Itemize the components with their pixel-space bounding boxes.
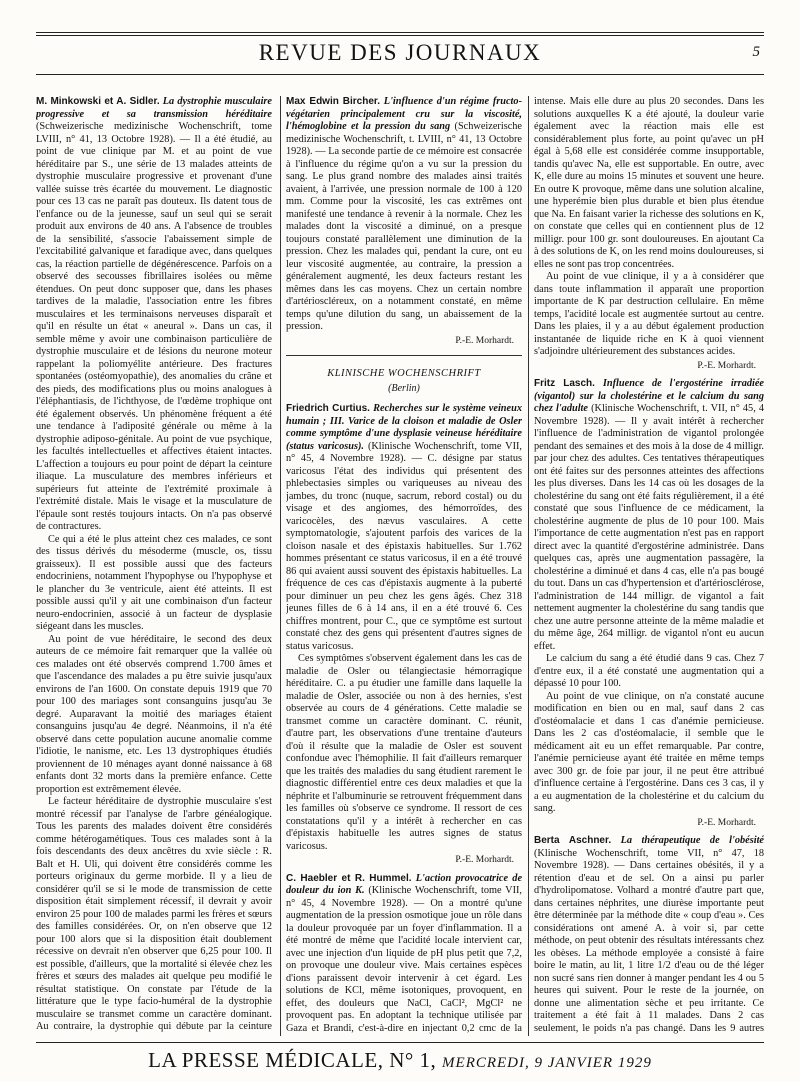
article-paragraph: (Schweizerische medizinische Wochenschrift, t. LVIII, n° 41, 13 Octobre 1928). — La seconde partie de ce mémoire est consacrée à l'influence du régime qu'on a vu sur la pression du sang. Le plus grand nombre des malades ainsi traités avaient, à l'arrivée, une pression normale de 100 à 120 mm. Comme pour la viscosité, les cas extrêmes ont manifesté une tendance à revenir à la normale. Chez les malades dont la viscosité a diminué, on a presque toujours constaté parallèlement une diminution de la pression. Chez les malades qui, pendant la cure, ont eu leur viscosité augmentée, au contraire, la pression a généralement augmenté, les deux facteurs restant les mêmes dans les cas moyens. Chez un certain nombre d'artérioscléreux, on a notamment constaté, en même temps qu'une dilution du sang, un abaissement de la pression.: [286, 121, 522, 332]
footer-rule: [36, 1042, 764, 1043]
header-bottom-rule: [36, 74, 764, 75]
article-minkowski: [36, 96, 272, 1034]
column-left: [36, 96, 272, 1034]
article-paragraph: Ces symptômes s'observent également dans les cas de maladie de Osler ou télangiectasie hémorragique héréditaire. C. a pu étudier une famille dans laquelle la maladie de Osler, associée ou non à des hernies, s'est observée au cours de 4 générations. Cette maladie se transmet comme un caractère dominant. C. réunit, d'autre part, les observations d'une trentaine d'auteurs d'où il résulte que la maladie de Osler est souvent confondue avec l'hémophilie. Il fait d'ailleurs remarquer que les traités des maladies du sang étudient rarement le diagnostic différentiel entre ces deux maladies et que la néphrite et l'albuminurie se retrouvent fréquemment dans les familles où s'observe ce syndrome. Il ressort de ces constatations qu'il y a intérêt à rechercher en cas d'épistaxis habituelle les autres signes de status varicosus.: [286, 653, 522, 852]
article-signature: P.-E. Morhardt.: [455, 335, 514, 346]
article-lead: [534, 378, 764, 653]
page-footer: [0, 1048, 800, 1073]
journal-city: (Berlin): [388, 382, 420, 394]
article-title: L'action provocatrice de douleur du ion K.: [286, 872, 522, 896]
article-paragraph: intense. Mais elle dure au plus 20 secondes. Dans les solutions auxquelles K a été ajouté, la douleur varie également avec la réaction mais elle est considérablement plus forte, au point qu'avec un pH égal à 5,68 elle est considérée comme insupportable, tandis qu'avec Na, elle est supportable. En outre, avec K, elle dure au moins 15 minutes et souvent une heure. En outre K provoque, même dans une solution alcaline, une hyperémie bien plus durable et bien plus étendue que Na. En faisant varier la richesse des solutions en K, on constate que celles qui en contiennent plus de 12 milligr. pour 100 gr. sont douloureuses. En ajoutant Ca à des solutions de K, on les rend moins douloureuses, si elles ne sont pas trop concentrées.: [534, 96, 764, 270]
header-top-rule-thin: [36, 35, 764, 36]
journal-section-heading: KLINISCHE WOCHENSCHRIFT: [327, 368, 481, 379]
article-title: Recherches sur le système veineux humain ; III. Varice de la cloison et maladie de Osler comme symptôme d'une dysplasie veineuse héréditaire (status varicosus).: [286, 403, 522, 452]
article-signature: P.-E. Morhardt.: [455, 855, 514, 865]
article-paragraph: Au point de vue héréditaire, le second des deux auteurs de ce mémoire fait remarquer que la vallée où ces malades ont été observés comprend 1.700 âmes et que l'ascendance des malades a pu être suivie jusqu'aux environs de l'an 1600. On constate depuis 1919 que 70 pour 100 des mariages sont consanguins jusqu'au 3e degré. Auparavant la moitié des mariages étaient consanguins jusqu'au 4e degré. Néanmoins, il n'a été observé dans cette population aucune anomalie comme l'idiotie, le nanisme, etc. Les 13 dystrophiques étudiés proviennent de 10 ménages ayant donné naissance à 68 enfants dont 32 morts dans la première enfance. Cette proportion est extrêmement élevée.: [36, 633, 272, 795]
article-bircher: [286, 96, 522, 347]
article-authors: Max Edwin Bircher.: [286, 96, 381, 107]
article-authors: M. Minkowski et A. Sidler.: [36, 96, 160, 107]
article-authors: C. Haebler et R. Hummel.: [286, 872, 412, 884]
page-number: 5: [752, 44, 760, 60]
article-paragraph: Ce qui a été le plus atteint chez ces malades, ce sont des tissus dérivés du mésoderme (muscle, os, tissu graisseux). Il est possible aussi que des facteurs endocriniens, notamment l'hypophyse ou l'hypophyse et le plancher du 3e ventricule, aient été atteints. Il est possible aussi qu'il y ait une combinaison d'un facteur neuro-endocrinien, associé à un facteur de dysplasie siégeant dans les muscles.: [36, 533, 272, 632]
column-divider-1: [280, 96, 281, 1036]
footer-issue-number: N° 1,: [389, 1048, 437, 1072]
article-signature: P.-E. Morhardt.: [697, 817, 756, 828]
article-lasch: [534, 378, 764, 829]
header-top-rule: [36, 32, 764, 33]
article-authors: Fritz Lasch.: [534, 378, 595, 389]
article-authors: Friedrich Curtius.: [286, 403, 370, 414]
article-haebler: [286, 873, 522, 1035]
article-title: Influence de l'ergostérine irradiée (vigantol) sur la cholestérine et le calcium du sang chez l'adulte: [534, 378, 764, 414]
article-aschner: [534, 835, 764, 1034]
section-divider: [286, 355, 522, 356]
article-title: La thérapeutique de l'obésité: [620, 835, 764, 846]
article-curtius: [286, 403, 522, 867]
article-paragraph: Au point de vue clinique, on n'a constaté aucune modification en bien ou en mal, sauf dans 2 cas d'ostéomalacie et dans 1 cas d'anémie pernicieuse. Dans les 2 cas d'ostéomalacie, il semble que le médicament ait eu un effet remarquable. Par contre, l'anémie pernicieuse ayant été traitée en même temps avec 300 gr. de foie par jour, il ne peut être attribué d'influence certaine à l'ergostérine. Dans ces 3 cas, il y a eu augmentation de la cholestérine et du calcium du sang.: [534, 690, 764, 814]
article-lead: [534, 835, 764, 1034]
article-paragraph: Au point de vue clinique, il y a à considérer que dans toute inflammation il apparaît une proportion importante de K par destruction cellulaire. En même temps, l'acidité locale est augmentée surtout au centre. Dans les plaies, il y a au début également production instantanée de liquide riche en K à quoi viennent s'adjoindre ultérieurement des substances acides.: [534, 271, 764, 357]
footer-journal-name: LA PRESSE MÉDICALE,: [148, 1048, 384, 1072]
article-paragraph: Le facteur héréditaire de dystrophie musculaire s'est montré récessif par l'analyse de l'arbre généalogique. Tous les parents des malades doivent être considérés comme hétérogamétiques. Tous ces malades sont à la fois descendants des deux ancêtres du xvie siècle : R. Balt et H. Uli, qui doivent être considérés comme les porteurs originaux du germe morbide. Il y a lieu de considérer qu'il se si le mode de transmission de cette disposition était simplement récessif, il devrait y avoir environ 25 pour 100 de malades parmi les frères et sœurs des familles considérées. Or, on n'en observe que 12 pour 100 alors que si la disposition était doublement récessive on devrait n'en observer que 6,25 pour 100. Il est possible, d'ailleurs, que la mortalité si élevée chez les frères et sœurs des malades ait quelque peu modifié le résultat statistique. On constate par l'étude de la littérature que le type facio-huméral de la dystrophie musculaire se transmet comme un caractère dominant. Au contraire, la dystrophie qui débute par la ceinture: [36, 796, 272, 1032]
article-title: L'influence d'un régime fructo-végétarien principalement cru sur la viscosité, l'hémoglobine et la pression du sang: [286, 96, 522, 132]
article-lead: [286, 96, 522, 334]
article-lead: [286, 403, 522, 653]
article-paragraph: (Klinische Wochenschrift, tome VII, n° 45, 4 Novembre 1928). — On a montré qu'une augmentation de la pression osmotique joue un rôle dans la douleur provoquée par un foyer d'inflammation. Il a été montré de même que l'acidité locale intervient car, avec une injection d'un liquide de pH plus petit que 7,2, on provoque une douleur vive. Mais certaines espèces d'ions paraissent devoir intervenir à cet égard. Les solutions de KCl, même isotoniques, provoquent, en effet, des douleurs que NaCl, CaCl², MgCl² ne provoquent pas. En adoptant la technique utilisée par Gaza et Brandi, c'est-à-dire en injectant 0,2 cmc de la: [286, 885, 522, 1034]
column-right: [534, 96, 764, 1034]
footer-issue-date: MERCREDI, 9 JANVIER 1929: [442, 1055, 652, 1071]
article-paragraph: (Klinische Wochenschrift, tome VII, n° 45, 4 Novembre 1928). — C. désigne par status varicosus l'état des individus qui présentent des phlebectasies simples ou variqueuses au niveau des jambes, du tronc (nuque, sacrum, rebord costal) ou du visage et des angiomes, des hémorroïdes, des varicocèles, des nævus vasculaires. A cette symptomatologie, s'ajoutent parfois des varices de la cloison nasale et des épistaxis habituelles. Sur 1.762 hommes présentant ce status varicosus, il en a été trouvé 86 qui avaient aussi souvent des épistaxis habituelles. La fréquence de ces cas d'épistaxis augmente à la puberté pour diminuer un peu chez les gens âgés. Chez 318 jeunes filles de 6 à 14 ans, il en a été trouvé 6. Ces chiffres montrent, pour C., que ce symptôme est surtout constaté chez des gens qui présentent d'autres signes de status varicosus.: [286, 440, 522, 652]
column-divider-2: [528, 96, 529, 1036]
page-header-title: REVUE DES JOURNAUX: [258, 40, 542, 65]
article-authors: Berta Aschner.: [534, 835, 612, 846]
column-middle: [286, 96, 522, 1034]
article-paragraph: (Klinische Wochenschrift, t. VII, n° 45, 4 Novembre 1928). — Il y avait intérêt à rechercher l'influence de l'administration de vigantol prolongée pendant des semaines et des mois à la dose de 4 milligr. par jour chez des adultes. Ces tentatives thérapeutiques ont été faites sur des personnes atteintes des affections les plus diverses. Dans les 14 cas où les dosages de la cholestérine du sang ont été faits régulièrement, il a été constaté que sous l'influence de ce médicament, la cholestérine augmente de plus de 10 pour 100. Mais l'importance de cette augmentation n'est pas en rapport direct avec la quantité d'ergostérine administrée. Dans quelques cas, après une augmentation passagère, la cholestérine a diminué et dans 4 cas, elle n'a pas bougé du tout. Dans un cas d'hypertension et d'artériosclérose, l'administration de 144 milligr. de vigantol a fait nettement augmenter la cholestérine du sang tandis que chez une autre personne atteinte de la même maladie et du même âge, 264 milligr. de vigantol n'ont eu aucun effet.: [534, 403, 764, 652]
article-paragraph: Le calcium du sang a été étudié dans 9 cas. Chez 7 d'entre eux, il a été constaté une augmentation qui a dépassé 10 pour 100.: [534, 653, 764, 689]
article-lead: [286, 873, 522, 1035]
article-lead: [36, 96, 272, 534]
article-signature: P.-E. Morhardt.: [697, 360, 756, 371]
article-paragraph: (Schweizerische medizinische Wochenschrift, tome LVIII, n° 41, 13 Octobre 1928). — Il a été étudié, au point de vue clinique par M. et au point de vue héréditaire par S., une série de 13 malades atteints de dystrophie musculaire progressive et provenant d'une vallée suisse très écartée du mouvement. Le diagnostic pour ces 13 cas ne paraît pas douteux. Ils datent tous de l'enfance ou de la jeunesse, sauf un seul qui se serait produit aux environs de 40 ans. A l'absence de troubles de la sensibilité, s'associe l'abaissement simple de l'excitabilité galvanique et faradique avec, dans quelques cas, la réaction partielle de dégénérescence. Parfois on a observé des secousses fibrillaires isolées ou même étendues. On peut donc supposer que, dans les phases tardives de la maladie, l'association entre les fibres musculaires et les terminaisons nerveuses disparaît et qu'il en résulte un état « aneural ». Dans un cas, il semble même y avoir une combinaison particulière de dystrophie musculaire et de lésions du neurone moteur rappelant la poliomyélite antérieure. Des fractures spontanées (ostéomyopathie), des anomalies du crâne et des pieds, des modifications plus ou moins analogues à l'éléphantiasis, de l'ichthyose, de l'œdème trophique ont été également observés. Un phénomène fréquent a été une tendance à l'adiposité générale ou même à la dystrophie adiposo-génitale. Au point de vue psychique, les facultés intellectuelles et affectives étaient intactes. L'affection a toujours eu pour point de départ la ceinture iliaque. La musculature des membres inférieurs et supérieurs fut atteinte de l'extrémité proximale à l'extrémité distale. Mais le visage et la musculature de l'épaule sont restés toujours intacts. On n'a pas observé de contractures.: [36, 121, 272, 532]
article-title: La dystrophie musculaire progressive et sa transmission héréditaire: [36, 96, 272, 120]
article-paragraph: (Klinische Wochenschrift, tome VII, n° 47, 18 Novembre 1928). — Dans certaines obésités, il y a rétention d'eau et de sel. On a ainsi pu parler d'hydrolipomatose. Volhard a montré d'autre part que, dans certaines néphrites, une diurèse importante peut être déterminée par la méthode dite « coup d'eau ». Ces considérations ont amené A. à voir si, par cette méthode, on peut obtenir des résultats intéressants chez les obèses. La méthode employée a consisté à faire boire le matin, au lit, 1 litre 1/2 d'eau ou de thé léger non sucré sans rien donner à manger pendant les 4 ou 5 heures qui suivent. Pour le reste de la journée, on donne une alimentation sèche et peu irritante. Ce traitement a été fait à 11 malades. Dans 2 cas seulement, le poids n'a pas changé. Dans les 9 autres: [534, 847, 764, 1034]
article-haebler-continued: [534, 96, 764, 372]
